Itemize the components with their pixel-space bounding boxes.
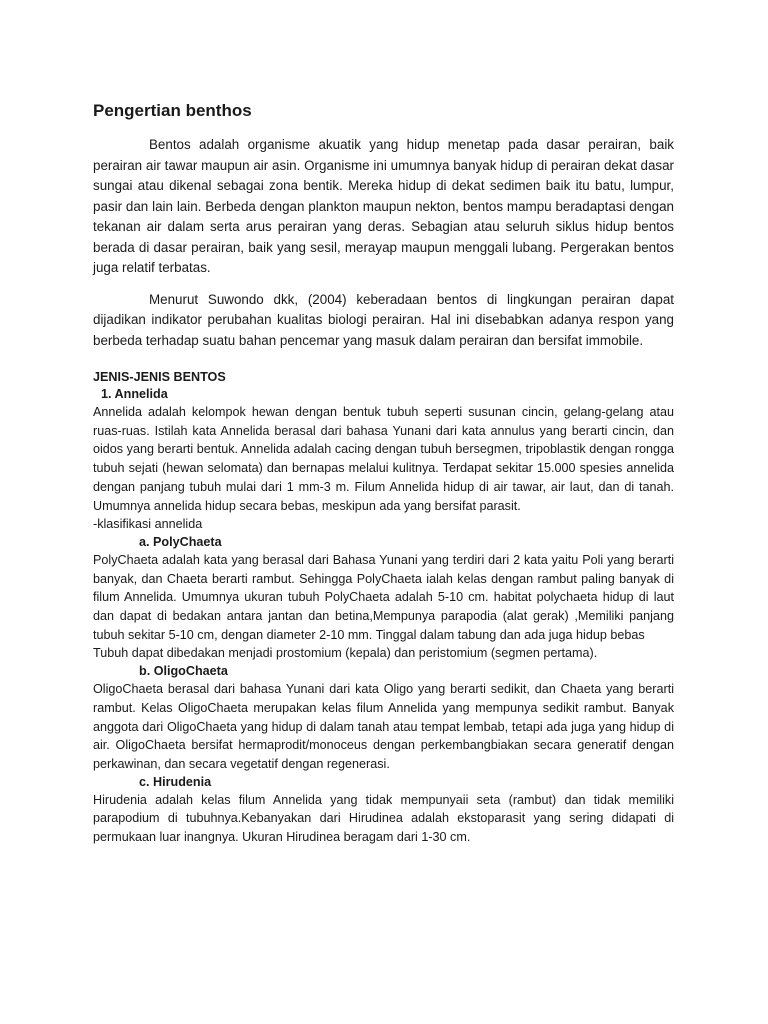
intro-paragraph: Bentos adalah organisme akuatik yang hidup menetap pada dasar perairan, baik perairan air tawar maupun air asin. Organisme ini umumnya banyak hidup di perairan dekat dasar sungai atau dikenal sebagai zona bentik. Mereka hidup di dekat sedimen baik itu batu, lumpur, pasir dan lain lain. Berbeda dengan plankton maupun nekton, bentos mampu beradaptasi dengan tekanan air dalam serta arus perairan yang deras. Sebagian atau seluruh siklus hidup bentos berada di dasar perairan, baik yang sesil, merayap maupun menggali lubang. Pergerakan bentos juga relatif terbatas. (93, 137, 674, 275)
oligochaeta-text: OligoChaeta berasal dari bahasa Yunani dari kata Oligo yang berarti sedikit, dan Chaeta yang berarti rambut. Kelas OligoChaeta merupakan kelas filum Annelida yang mempunya sedikit rambut. Banyak anggota dari OligoChaeta yang hidup di dalam tanah atau tempat lembab, tetapi ada juga yang hidup di air. OligoChaeta bersifat hermaprodit/monoceus dengan perkembangbiakan secara generatif dengan perkawinan, dan secara vegetatif dengan regenerasi. (93, 682, 674, 771)
hirudenia-heading: c. Hirudenia (139, 774, 212, 789)
polychaeta-text: PolyChaeta adalah kata yang berasal dari Bahasa Yunani yang terdiri dari 2 kata yaitu Poli yang berarti banyak, dan Chaeta berarti rambut. Sehingga PolyChaeta ialah kelas dengan rambut paling banyak di filum Annelida. Umumnya ukuran tubuh PolyChaeta adalah 5-10 cm. habitat polychaeta hidup di laut dan dapat di bedakan antara jantan dan betina,Mempunya parapodia (alat gerak) ,Memiliki panjang tubuh sekitar 5-10 cm, dengan diameter 2-10 mm. Tinggal dalam tabung dan ada juga hidup bebas (93, 552, 674, 642)
section-title: JENIS-JENIS BENTOS (93, 370, 226, 384)
annelida-heading: 1. Annelida (101, 387, 168, 401)
hirudenia-text: Hirudenia adalah kelas filum Annelida yang tidak mempunyaii seta (rambut) dan tidak memiliki parapodium di tubuhnya.Kebanyakan dari Hirudinea adalah ekstoparasit yang sering didapati di permukaan luar inangnya. Ukuran Hirudinea beragam dari 1-30 cm. (93, 792, 674, 845)
annelida-text: Annelida adalah kelompok hewan dengan bentuk tubuh seperti susunan cincin, gelang-gelang atau ruas-ruas. Istilah kata Annelida berasal dari bahasa Yunani dari kata annulus yang berarti cincin, dan oidos yang berarti bentuk. Annelida adalah cacing dengan tubuh bersegmen, tripoblastik dengan rongga tubuh sejati (hewan selomata) dan bernapas melalui kulitnya. Terdapat sekitar 15.000 spesies annelida dengan panjang tubuh mulai dari 1 mm-3 m. Filum Annelida hidup di air tawar, air laut, dan di tanah. Umumnya annelida hidup secara bebas, meskipun ada yang bersifat parasit. (93, 405, 674, 513)
polychaeta-heading: a. PolyChaeta (139, 534, 222, 549)
intro-paragraph: Menurut Suwondo dkk, (2004) keberadaan bentos di lingkungan perairan dapat dijadikan indikator perubahan kualitas biologi perairan. Hal ini disebabkan adanya respon yang berbeda terhadap suatu bahan pencemar yang masuk dalam perairan dan bersifat immobile. (93, 291, 674, 348)
klasifikasi-label: -klasifikasi annelida (93, 517, 203, 532)
polychaeta-extra-text: Tubuh dapat dibedakan menjadi prostomium (kepala) dan peristomium (segmen pertama). (93, 646, 598, 661)
document-title: Pengertian benthos (93, 101, 252, 120)
oligochaeta-heading: b. OligoChaeta (139, 664, 228, 679)
